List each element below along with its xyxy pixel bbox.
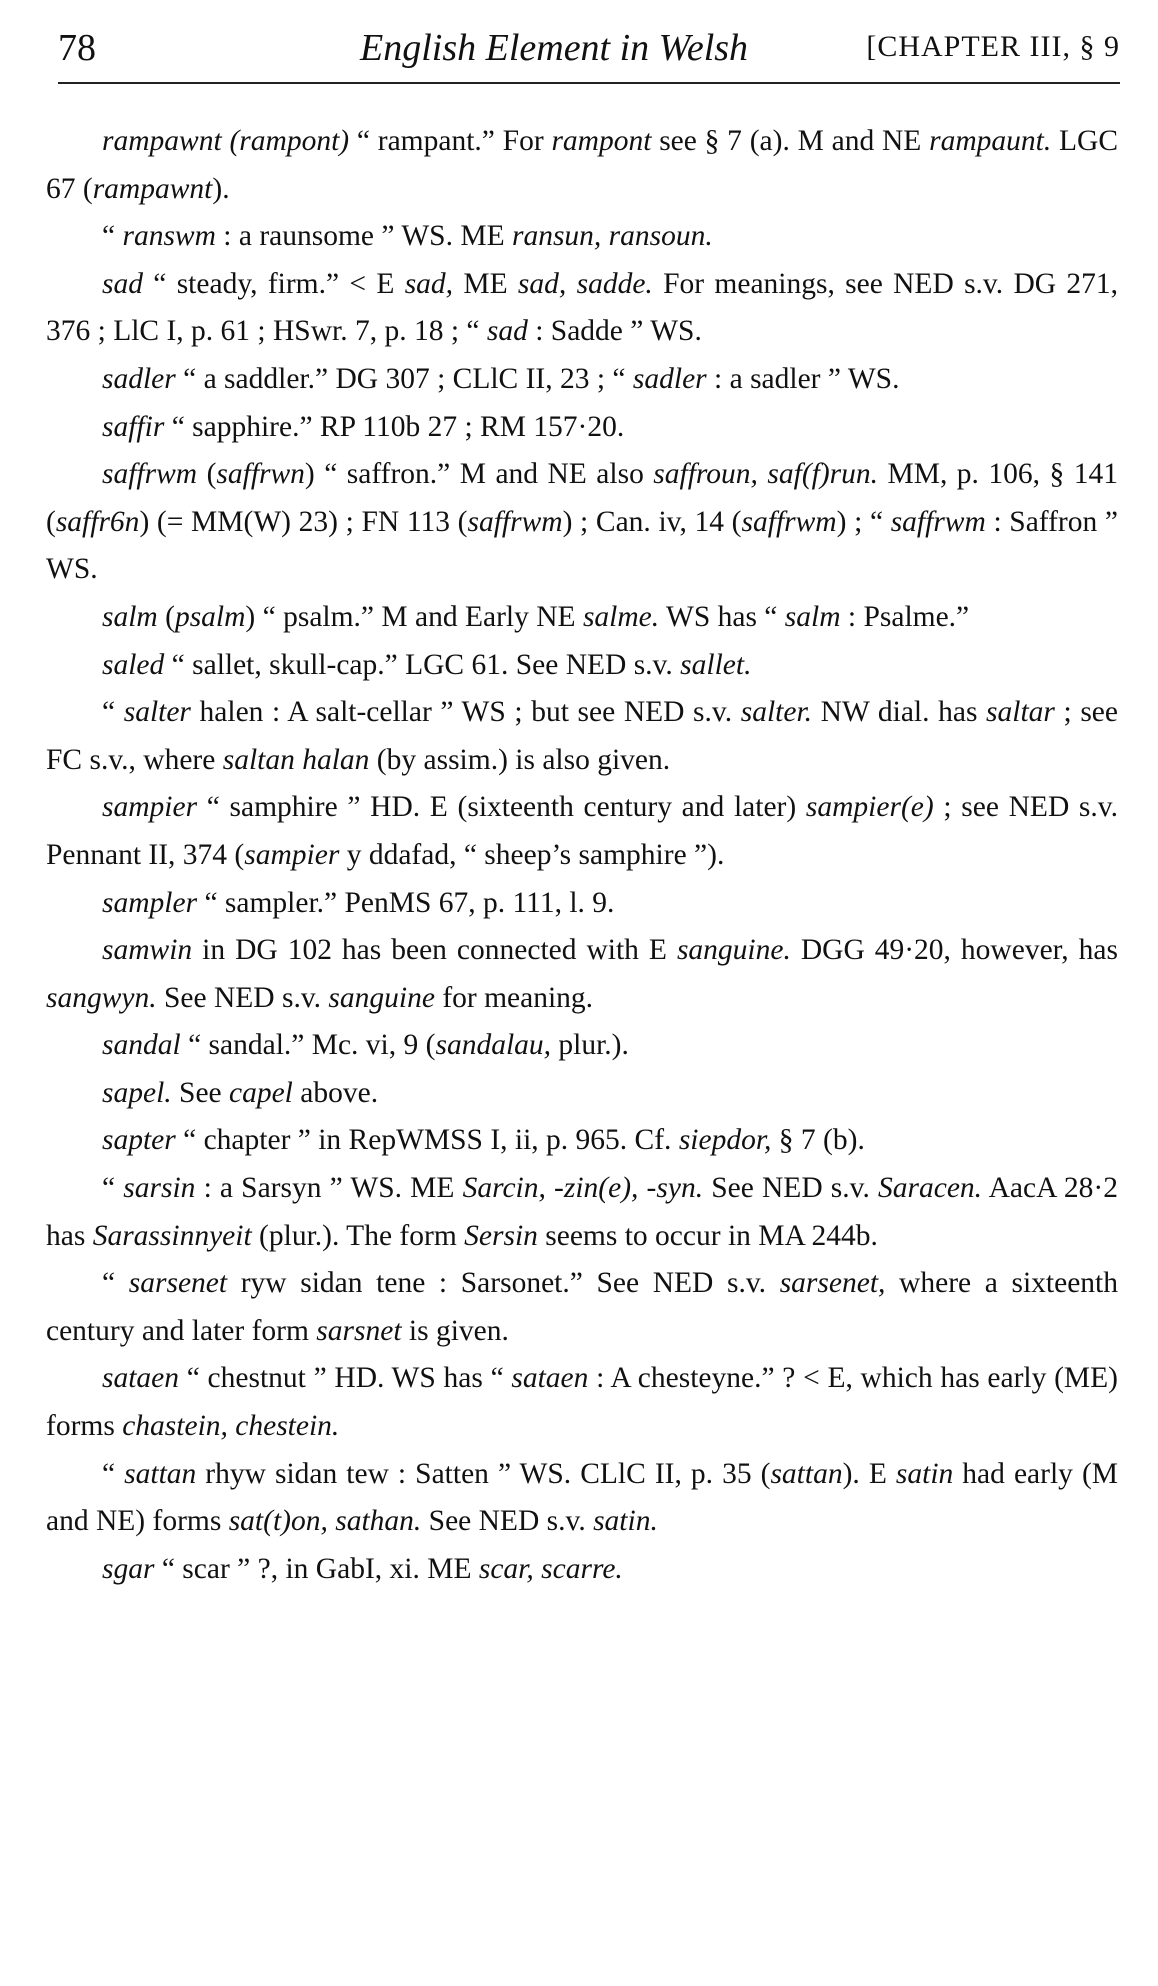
dictionary-entry [46,213,1118,261]
entry-text: LGC 67 ( [46,125,1119,205]
dictionary-entry [46,927,1118,1022]
entry-text: “ [102,220,123,253]
entry-text: where a sixteenth century and later form [46,1267,1119,1347]
entry-text: § 7 (b). [771,1124,865,1157]
entry-text: ryw sidan tene : Sarsonet.” See NED s.v. [227,1267,780,1300]
dictionary-entry [46,1165,1118,1260]
entry-text: (plur.). The form [251,1219,465,1252]
entry-text: “ chapter ” in RepWMSS I, ii, p. 965. Cf. [175,1124,679,1157]
italic-term: ransun, ransoun. [511,220,713,253]
entry-text: is given. [401,1314,509,1347]
italic-term: sangwyn. [46,981,157,1014]
entry-text: “ chestnut ” HD. WS has “ [179,1362,512,1395]
entry-text: for meaning. [434,981,594,1014]
italic-term: samwin [102,934,193,967]
italic-term: saffrwm [102,458,198,491]
entry-text: halen : A salt-cellar ” WS ; but see NED s.v. [190,696,741,729]
entry-text: “ sapphire.” RP 110b 27 ; RM 157·20. [164,410,625,443]
italic-term: sarsnet [316,1314,402,1347]
italic-term: sad [486,315,528,348]
entry-text: “ [102,696,124,729]
dictionary-entry [46,118,1118,213]
entry-text: NW dial. has [812,696,987,729]
italic-term: saffir [102,410,165,443]
entry-text: “ sandal.” Mc. vi, 9 ( [180,1029,436,1062]
entry-text: ) “ psalm.” M and Early NE [245,600,583,633]
italic-term: capel [229,1076,293,1109]
entry-text: : Psalme.” [840,600,970,633]
entry-text: “ samphire ” HD. E (sixteenth century and later) [197,791,806,824]
entry-text: “ steady, firm.” < E [142,267,405,300]
running-title: English Element in Welsh [360,27,749,69]
entry-text: DGG 49·20, however, has [790,934,1118,967]
entry-text: : a Sarsyn ” WS. ME [195,1172,463,1205]
italic-term: sampier(e) [805,791,934,824]
entry-text: ) (= MM(W) 23) ; FN 113 ( [139,505,468,538]
entry-text: “ sallet, skull-cap.” LGC 61. See NED s.v. [164,648,681,681]
entry-text: “ scar ” ?, in GabI, xi. ME [154,1552,479,1585]
entry-text: : Sadde ” WS. [527,315,702,348]
entry-text: “ [102,1457,125,1490]
italic-term: sattan [124,1457,197,1490]
italic-term: rampaunt. [929,125,1052,157]
italic-term: sanguine. [676,934,791,967]
entry-text: MM, p. 106, § 141 ( [46,458,1118,538]
entry-text: : a raunsome ” WS. ME [215,220,512,253]
italic-term: salm [784,600,841,633]
running-header [58,22,1120,84]
entry-text: ; see NED s.v. Pennant II, 374 ( [46,791,1118,871]
italic-term: Sarassinnyeit [92,1219,252,1252]
italic-term: sanguine [328,981,435,1014]
entry-text: plur.). [551,1029,629,1062]
entry-text: WS has “ [659,600,785,633]
italic-term: rampont [551,125,652,157]
dictionary-entry [46,1117,1118,1165]
italic-term: sataen [102,1362,180,1395]
entry-text: in DG 102 has been connected with E [192,934,677,967]
italic-term: sapter [102,1124,176,1157]
dictionary-entry [46,1451,1118,1546]
italic-term: (rampont) [229,125,350,157]
dictionary-entry [46,784,1118,879]
italic-term: sattan [770,1457,843,1490]
dictionary-entry [46,356,1118,404]
italic-term: saltar [986,696,1055,729]
italic-term: salme. [582,600,660,633]
dictionary-entry [46,1260,1118,1355]
entry-text: For meanings, see NED s.v. DG 271, 376 ; LlC I, p. 61 ; HSwr. 7, p. 18 ; “ [46,267,1118,348]
dictionary-entry [46,642,1118,690]
dictionary-entry [46,451,1118,594]
italic-term: rampawnt [102,125,222,157]
entry-text: “ [102,1267,129,1300]
italic-term: sgar [102,1552,155,1585]
entry-text: ). E [842,1457,896,1490]
italic-term: sandalau, [435,1029,552,1062]
italic-term: saltan halan [222,743,370,776]
italic-term: ranswm [122,220,216,253]
italic-term: sapel. [102,1076,172,1109]
dictionary-entry [46,1546,1118,1594]
italic-term: saffrwm [467,505,563,538]
italic-term: sadler [102,362,176,395]
italic-term: salter. [740,696,813,729]
entry-text: see § 7 (a). M and NE [651,125,930,157]
entry-text: y ddafad, “ sheep’s samphire ”). [339,838,725,871]
entry-text: above. [292,1076,379,1109]
italic-term: sataen [511,1362,589,1395]
italic-term: sat(t)on, sathan. [228,1505,422,1538]
entry-text: ) “ saffron.” M and NE also [304,458,654,491]
entry-text: See NED s.v. [156,981,329,1014]
italic-term: Saracen. [878,1172,983,1205]
dictionary-entry [46,689,1118,784]
italic-term: saled [102,648,165,681]
entry-text: AacA 28·2 has [46,1172,1118,1252]
italic-term: satin. [593,1505,658,1538]
italic-term: saffr6n [55,505,140,538]
entry-text: “ sampler.” PenMS 67, p. 111, l. 9. [197,886,615,919]
entry-text: See NED s.v. [703,1172,879,1205]
italic-term: satin [895,1457,954,1490]
entry-text: : a sadler ” WS. [706,362,900,395]
entry-text: ( [197,458,217,491]
entry-text: rhyw sidan tew : Satten ” WS. CLlC II, p. 35 ( [196,1457,771,1490]
entry-text: seems to occur in MA 244b. [537,1219,878,1252]
entry-text: : Saffron ” WS. [46,505,1118,586]
italic-term: sallet. [680,648,752,681]
entry-text: ) ; Can. iv, 14 ( [562,505,742,538]
entry-text: See [171,1076,229,1109]
italic-term: sad, sadde. [517,267,653,300]
italic-term: Sarcin, -zin(e), -syn. [462,1172,704,1205]
italic-term: rampawnt [92,172,213,205]
entry-text: “ rampant.” For [349,125,552,157]
italic-term: sampier [102,791,198,824]
entry-text: (by assim.) is also given. [369,743,671,776]
italic-term: sarsenet, [779,1267,886,1300]
italic-term: chastein, chestein. [122,1410,340,1443]
dictionary-entry [46,261,1118,356]
dictionary-entry [46,1355,1118,1450]
italic-term: saffroun, saf(f)run. [653,458,879,491]
dictionary-entry [46,880,1118,928]
chapter-reference-text: [CHAPTER III, § 9 [866,30,1120,63]
italic-term: Sersin [464,1219,538,1252]
dictionary-entry [46,594,1118,642]
dictionary-entry [46,1070,1118,1118]
italic-term: salm [102,600,158,633]
chapter-reference [866,30,1120,64]
italic-term: scar, scarre. [478,1552,623,1585]
italic-term: sad [102,267,143,300]
italic-term: saffrwm [890,505,986,538]
dictionary-entry [46,1022,1118,1070]
dictionary-entries [46,118,1118,1593]
italic-term: saffrwm [741,505,837,538]
entry-text: “ a saddler.” DG 307 ; CLlC II, 23 ; “ [175,362,633,395]
italic-term: saffrwn [216,458,305,491]
entry-text: ; see FC s.v., where [46,696,1118,776]
entry-text: ). [212,172,230,205]
italic-term: sandal [102,1029,181,1062]
italic-term: psalm [174,600,246,633]
italic-term: sarsenet [128,1267,228,1300]
italic-term: salter [123,696,191,729]
entry-text: : A chesteyne.” ? < E, which has early (ME) forms [46,1362,1118,1443]
entry-text: ) ; “ [836,505,891,538]
italic-term: sad, [404,267,454,300]
entry-text: ME [453,267,518,300]
italic-term: sampler [102,886,198,919]
entry-text: had early (M and NE) forms [46,1457,1119,1538]
italic-term: sadler [632,362,707,395]
italic-term: sampier [244,838,340,871]
entry-text: See NED s.v. [421,1505,594,1538]
italic-term: sarsin [123,1172,196,1205]
italic-term: siepdor, [678,1124,772,1157]
entry-text: “ [102,1172,124,1205]
page-number: 78 [58,27,96,69]
dictionary-entry [46,404,1118,452]
entry-text: ( [157,600,175,633]
